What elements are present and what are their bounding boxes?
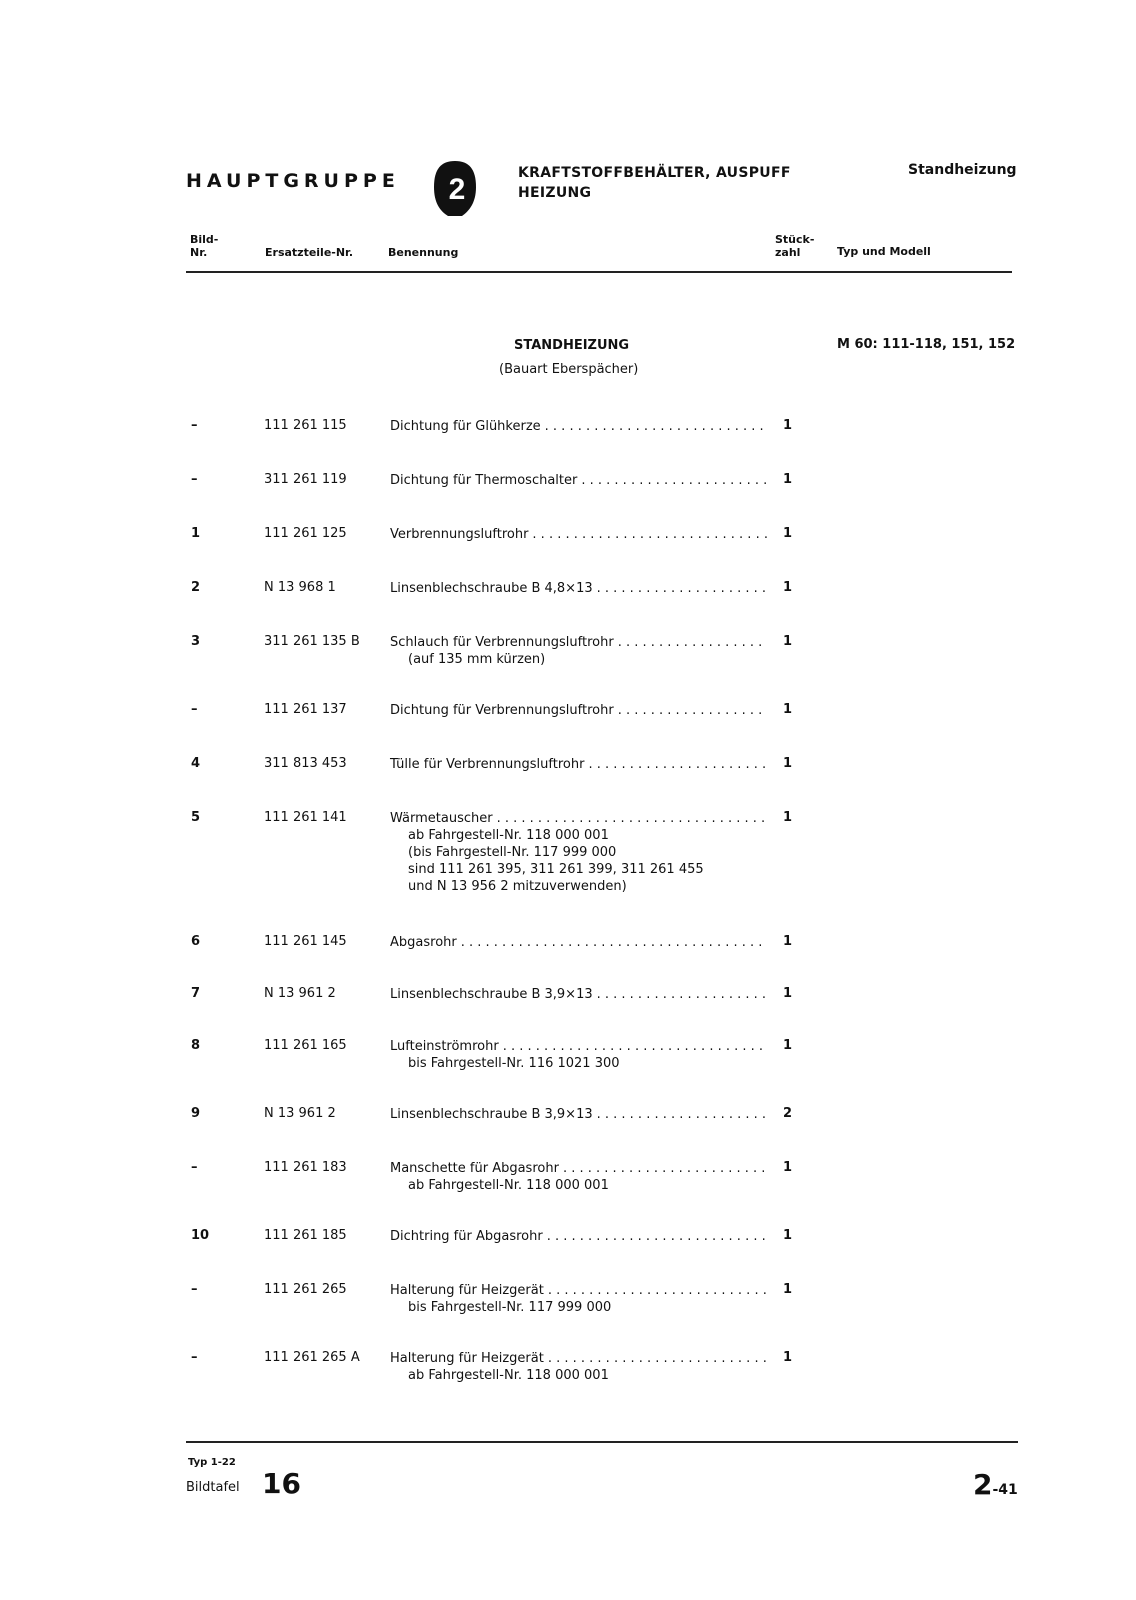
row-description-label: Schlauch für Verbrennungsluftrohr [390,635,614,650]
row-bild-nr: 7 [191,986,201,1001]
group-title [518,163,791,203]
row-description [390,634,767,668]
dot-leader [547,1228,767,1245]
row-bild-nr: – [191,418,198,433]
row-bild-nr: 4 [191,756,201,771]
group-number: 2 [448,173,466,206]
row-note: ab Fahrgestell-Nr. 118 000 001 [408,1368,609,1383]
row-part-number: 111 261 265 A [264,1350,360,1365]
row-part-number: N 13 968 1 [264,580,336,595]
dot-leader [532,526,767,543]
col-stueck-line2: zahl [775,246,801,259]
row-quantity: 1 [783,1350,793,1365]
section-model: M 60: 111-118, 151, 152 [837,337,1016,352]
row-note: bis Fahrgestell-Nr. 116 1021 300 [408,1056,620,1071]
group-title-line2: HEIZUNG [518,185,592,201]
row-description-label: Halterung für Heizgerät [390,1283,544,1298]
row-description [390,986,767,1003]
dot-leader [618,702,767,719]
row-bild-nr: 8 [191,1038,201,1053]
col-typ-modell: Typ und Modell [837,245,931,258]
row-description-label: Dichtung für Verbrennungsluftrohr [390,703,614,718]
row-note: sind 111 261 395, 311 261 399, 311 261 455 [408,862,704,877]
row-note: (bis Fahrgestell-Nr. 117 999 000 [408,845,617,860]
row-part-number: N 13 961 2 [264,1106,336,1121]
group-number-badge [432,159,478,217]
row-bild-nr: 9 [191,1106,201,1121]
row-note: ab Fahrgestell-Nr. 118 000 001 [408,828,609,843]
row-part-number: 111 261 185 [264,1228,347,1243]
row-quantity: 1 [783,1038,793,1053]
page-number-major: 2 [973,1468,993,1501]
col-bild-line2: Nr. [190,246,208,259]
row-description-label: Abgasrohr [390,935,457,950]
row-description-label: Linsenblechschraube B 3,9×13 [390,1107,593,1122]
dot-leader [597,986,767,1003]
dot-leader [548,1350,767,1367]
row-description-label: Wärmetauscher [390,811,493,826]
row-bild-nr: 6 [191,934,201,949]
row-note: und N 13 956 2 mitzuverwenden) [408,879,627,894]
row-quantity: 1 [783,1228,793,1243]
row-quantity: 1 [783,934,793,949]
row-description-label: Dichtung für Glühkerze [390,419,541,434]
row-part-number: N 13 961 2 [264,986,336,1001]
row-quantity: 1 [783,1282,793,1297]
section-subtitle: (Bauart Eberspächer) [499,362,639,377]
footer-typ: Typ 1-22 [188,1457,236,1468]
row-quantity: 2 [783,1106,793,1121]
row-description [390,526,767,543]
row-quantity: 1 [783,1160,793,1175]
row-part-number: 111 261 115 [264,418,347,433]
row-part-number: 111 261 183 [264,1160,347,1175]
dot-leader [597,1106,767,1123]
col-bild-line1: Bild- [190,233,219,246]
row-description-label: Verbrennungsluftrohr [390,527,529,542]
row-bild-nr: 5 [191,810,201,825]
row-description [390,580,767,597]
dot-leader [581,472,767,489]
row-description [390,1106,767,1123]
row-description [390,1350,767,1384]
row-bild-nr: 2 [191,580,201,595]
dot-leader [461,934,767,951]
row-description-label: Dichtring für Abgasrohr [390,1229,543,1244]
col-ersatzteil: Ersatzteile-Nr. [265,246,354,259]
bildtafel-label: Bildtafel [186,1480,240,1495]
row-bild-nr: – [191,472,198,487]
row-part-number: 311 261 135 B [264,634,360,649]
row-part-number: 111 261 125 [264,526,347,541]
row-quantity: 1 [783,634,793,649]
section-tag: Standheizung [908,162,1017,178]
row-note: ab Fahrgestell-Nr. 118 000 001 [408,1178,609,1193]
row-description [390,702,767,719]
row-description-label: Tülle für Verbrennungsluftrohr [390,757,585,772]
row-description [390,1160,767,1194]
col-benennung: Benennung [388,246,459,259]
row-part-number: 111 261 141 [264,810,347,825]
row-note: bis Fahrgestell-Nr. 117 999 000 [408,1300,612,1315]
dot-leader [618,634,767,651]
col-bild-nr [190,233,218,259]
dot-leader [503,1038,767,1055]
row-description-label: Halterung für Heizgerät [390,1351,544,1366]
row-quantity: 1 [783,756,793,771]
dot-leader [497,810,767,827]
row-bild-nr: 1 [191,526,201,541]
group-title-line1: KRAFTSTOFFBEHÄLTER, AUSPUFF [518,165,791,181]
row-description [390,1228,767,1245]
footer-rule [186,1441,1018,1443]
row-part-number: 111 261 137 [264,702,347,717]
row-description [390,1282,767,1316]
row-note: (auf 135 mm kürzen) [408,652,546,667]
row-part-number: 111 261 265 [264,1282,347,1297]
row-bild-nr: – [191,1350,198,1365]
dot-leader [597,580,767,597]
dot-leader [545,418,767,435]
dot-leader [563,1160,767,1177]
group-badge-shape [432,159,478,217]
dot-leader [588,756,767,773]
header-rule [186,271,1012,273]
row-quantity: 1 [783,580,793,595]
row-bild-nr: 10 [191,1228,210,1243]
row-quantity: 1 [783,810,793,825]
row-description-label: Lufteinströmrohr [390,1039,499,1054]
row-bild-nr: – [191,702,198,717]
row-description [390,810,767,895]
row-part-number: 311 261 119 [264,472,347,487]
col-stueck-line1: Stück- [775,233,815,246]
row-part-number: 311 813 453 [264,756,347,771]
row-quantity: 1 [783,526,793,541]
row-description [390,418,767,435]
row-description [390,756,767,773]
bildtafel-number: 16 [262,1467,301,1500]
row-description [390,1038,767,1072]
col-stueckzahl [775,233,814,259]
row-description-label: Linsenblechschraube B 3,9×13 [390,987,593,1002]
row-description [390,472,767,489]
row-bild-nr: 3 [191,634,201,649]
section-title: STANDHEIZUNG [514,338,630,353]
hauptgruppe-label: HAUPTGRUPPE [186,170,400,192]
row-description-label: Linsenblechschraube B 4,8×13 [390,581,593,596]
row-part-number: 111 261 145 [264,934,347,949]
row-bild-nr: – [191,1282,198,1297]
row-quantity: 1 [783,986,793,1001]
row-part-number: 111 261 165 [264,1038,347,1053]
dot-leader [548,1282,767,1299]
row-quantity: 1 [783,472,793,487]
row-description-label: Dichtung für Thermoschalter [390,473,578,488]
row-description-label: Manschette für Abgasrohr [390,1161,559,1176]
page-number-minor: -41 [992,1482,1018,1498]
row-description [390,934,767,951]
row-bild-nr: – [191,1160,198,1175]
row-quantity: 1 [783,418,793,433]
row-quantity: 1 [783,702,793,717]
page-number [973,1468,1018,1501]
